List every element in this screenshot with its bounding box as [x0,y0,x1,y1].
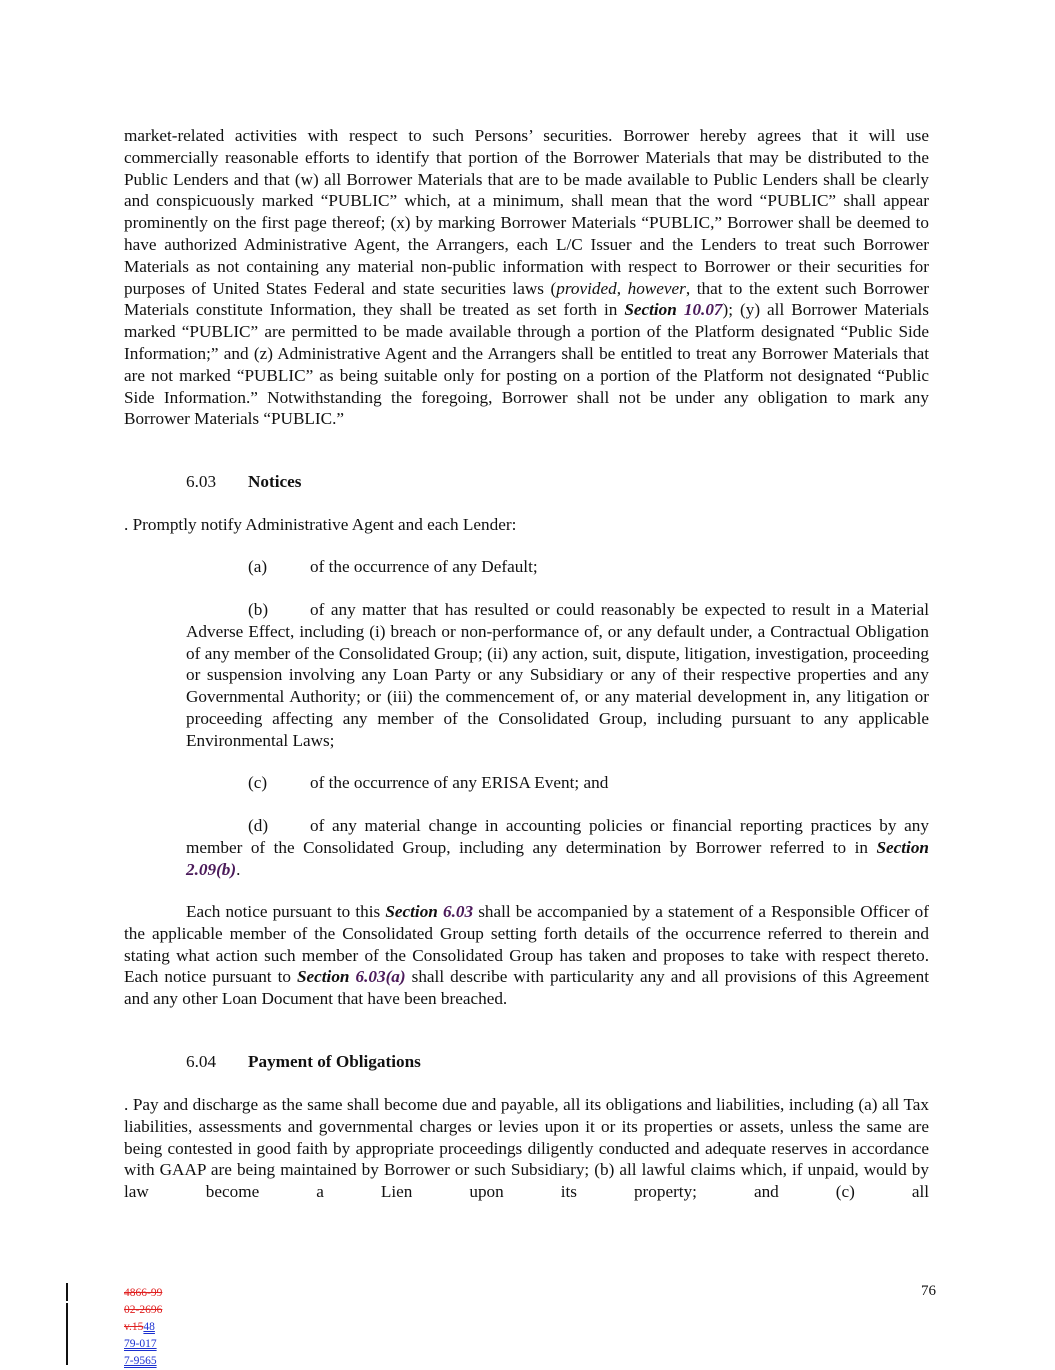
item-label: (a) [248,557,268,576]
text-run: , [616,278,628,298]
text-run: ); (y) all Borrower Materials marked “PUBLIC” are permitted to be made available through a portion of the Platform designated “Public Side Information;” and (z) Administrative Agent and the Arrangers shall be entitled to treat any Borrower Materials that are not marked “PUBLIC” as being suitable only for posting on a portion of the Platform not designated “Public Side Information.” Notwithstanding the foregoing, Borrower shall not be under any obligation to mark any Borrower Materials “PUBLIC.” [124,300,929,429]
text-run: shall be accompanied by a statement of a Responsible Officer of the applicable member of the Consolidated Group setting forth details of the occurrence referred to therein and stating what action such member of the Consolidated Group has taken and proposes to take with respect thereto. Each notice pursuant to [124,902,929,987]
list-item-d [186,815,929,880]
section-6-04-paragraph [124,1094,929,1203]
text-run: , that to the extent such Borrower Materials constitute Information, they shall be treated as set forth in [124,278,929,320]
item-text: of any material change in accounting policies or financial reporting practices by any member of the Consolidated Group, including any determination by Borrower referred to in [186,816,929,857]
inserted-doc-id: 48 [143,1321,155,1333]
section-heading-6-03 [186,471,301,493]
section-heading-6-04 [186,1051,421,1073]
page-number: 76 [921,1283,936,1299]
opening-paragraph [124,125,929,430]
text-run: shall describe with particularity any and all provisions of this Agreement and any other Loan Document that have been breached. [124,967,929,1009]
item-label: (b) [248,600,269,619]
change-bar [66,1283,68,1301]
italic-however: however [627,278,686,298]
section-title: Notices [248,472,302,491]
inserted-doc-id: 79-017 [124,1338,157,1350]
text-run: Each notice pursuant to this [186,902,386,921]
inserted-doc-id: 7-9565 [124,1355,157,1367]
section-6-03-lead: . Promptly notify Administrative Agent and each Lender: [124,515,517,534]
deleted-doc-id: v.15 [124,1321,144,1333]
list-item-b [186,599,929,752]
item-text: of the occurrence of any Default; [310,557,538,576]
item-label: (d) [248,816,269,835]
list-item-a [186,556,929,578]
italic-provided: provided [556,278,617,298]
text-run: market-related activities with respect to such Persons’ securities. Borrower hereby agrees that it will use commercially reasonable efforts to identify that portion of the Borrower Materials that may be distributed to the Public Lenders and that (w) all Borrower Materials that are to be made available to Public Lenders shall be clearly and conspicuously marked “PUBLIC” which, at a minimum, shall mean that the word “PUBLIC” shall appear prominently on the first page thereof; (x) by marking Borrower Materials “PUBLIC,” Borrower shall be deemed to have authorized Administrative Agent, the Arrangers, each L/C Issuer and the Lenders to treat such Borrower Materials as not containing any material non-public information with respect to Borrower or their securities for purposes of United States Federal and state securities laws ( [124,126,929,298]
deleted-doc-id: 4866-99 [124,1287,163,1299]
item-text: of any matter that has resulted or could reasonably be expected to result in a Material Adverse Effect, including (i) breach or non-performance of, or any default under, a Contractual Obligation of any member of the Consolidated Group; (ii) any action, suit, dispute, litigation, investigation, proceeding or suspension involving any Loan Party or any Subsidiary or any of their respective properties and any Governmental Authority; or (iii) the commencement of, or any material development in, any litigation or proceeding affecting any member of the Consolidated Group, including pursuant to any applicable Environmental Laws; [186,600,929,750]
section-6-03-link[interactable]: Section 6.03 [385,902,474,921]
section-6-03a-link[interactable]: Section 6.03(a) [296,967,406,987]
text-run: . Pay and discharge as the same shall become due and payable, all its obligations and liabilities, including (a) all Tax liabilities, assessments and governmental charges or levies upon it or its properties or assets, unless the same are being contested in good faith by appropriate proceedings diligently conducted and adequate reserves in accordance with GAAP are being maintained by Borrower or such Subsidiary; (b) all lawful claims which, if unpaid, would by law become a Lien upon its property; and (c) all [124,1095,929,1202]
item-label: (c) [248,773,268,792]
list-item-c [186,772,929,794]
item-text: of the occurrence of any ERISA Event; and [310,773,609,792]
text-run: . [236,859,241,879]
change-bar [66,1303,68,1365]
deleted-doc-id: 02-2696 [124,1304,163,1316]
section-2-09b-link[interactable]: Section 2.09(b) [186,837,929,879]
document-id [124,1285,162,1370]
section-number: 6.04 [186,1052,217,1071]
section-10-07-link[interactable]: Section 10.07 [624,300,723,320]
section-number: 6.03 [186,472,217,491]
section-title: Payment of Obligations [248,1052,421,1071]
notice-closing-paragraph [124,901,929,1010]
